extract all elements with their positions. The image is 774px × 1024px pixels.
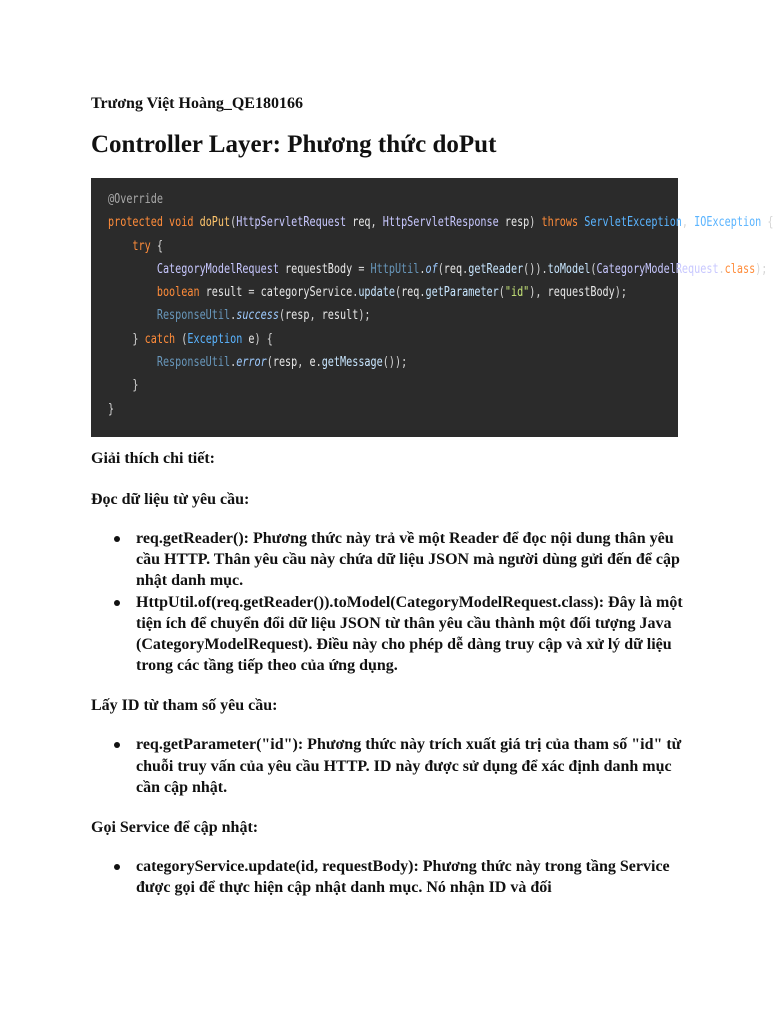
code-token: e [242, 331, 255, 347]
code-token: ( [437, 261, 444, 277]
code-token: { [150, 238, 163, 254]
code-token: toModel [547, 261, 591, 277]
code-token: , [370, 215, 383, 231]
code-line-6 [108, 304, 553, 327]
code-token: getMessage [321, 355, 383, 371]
code-token: . [230, 308, 237, 324]
code-token: HttpServletResponse [382, 215, 499, 231]
code-token: ( [394, 285, 402, 301]
code-line-10 [108, 398, 553, 421]
code-token: ( [498, 285, 505, 301]
code-token: . [315, 355, 322, 371]
list-item-text: HttpUtil.of(req.getReader()).toModel(CategoryModelRequest.class): Đây là một tiện ích để chuyển đổi dữ liệu JSON từ thân yêu cầu thành một đối tượng Java (CategoryModelRequest). Điều này cho phép dễ dàng truy cập và xử lý dữ liệu trong các tầng tiếp theo của ứng dụng. [136, 593, 683, 675]
bullet-list-service [91, 856, 691, 898]
code-token: { [761, 215, 774, 231]
code-token: CategoryModelRequest [156, 261, 279, 277]
code-token: . [352, 285, 359, 301]
code-token: void [169, 215, 194, 231]
list-item [136, 528, 691, 592]
code-token: HttpServletRequest [236, 215, 347, 231]
code-token: , [309, 308, 322, 324]
list-item-text: req.getReader(): Phương thức này trả về một Reader để đọc nội dung thân yêu cầu HTTP. Thân yêu cầu này chứa dữ liệu JSON mà người dùng gửi đến để cập nhật danh mục. [136, 530, 680, 590]
code-token: ( [266, 355, 273, 371]
list-item [136, 856, 691, 898]
code-token: HttpUtil [370, 261, 420, 277]
code-token: success [236, 308, 279, 324]
code-token: ( [590, 261, 597, 277]
bullet-list-read [91, 528, 691, 676]
section-heading-service: Gọi Service để cập nhật: [91, 819, 259, 837]
code-screenshot [91, 178, 774, 437]
bullet-icon [114, 600, 120, 606]
code-token: ResponseUtil [156, 355, 231, 371]
bullet-icon [114, 536, 120, 542]
code-token: ) { [254, 331, 273, 347]
list-item-text: categoryService.update(id, requestBody): Phương thức này trong tầng Service được gọi để thực hiện cập nhật danh mục. Nó nhận ID và đối [136, 858, 670, 897]
code-token: ), [529, 285, 548, 301]
code-token: resp [504, 215, 530, 231]
code-token: , [681, 215, 695, 231]
code-token: update [358, 285, 395, 301]
code-token: ); [755, 261, 768, 277]
code-token: catch [144, 331, 176, 347]
code-token: ); [358, 308, 371, 324]
code-token: result [205, 285, 243, 301]
code-token: requestBody [285, 261, 353, 277]
code-token: , [297, 355, 310, 371]
list-item [136, 734, 691, 798]
code-token: req [443, 261, 463, 277]
code-token: ( [230, 215, 237, 231]
code-token: req [352, 215, 371, 231]
code-token: ); [614, 285, 627, 301]
code-line-3 [108, 235, 553, 258]
code-line-9 [108, 374, 553, 397]
code-token: throws [541, 215, 579, 231]
code-token: result [321, 308, 359, 324]
code-token: = [242, 285, 261, 301]
list-item-text: req.getParameter("id"): Phương thức này trích xuất giá trị của tham số "id" từ chuỗi truy vấn của yêu cầu HTTP. ID này được sử dụng để xác định danh mục cần cập nhật. [136, 736, 682, 796]
code-token: error [236, 355, 267, 371]
code-token: ( [278, 308, 286, 324]
section-heading-read: Đọc dữ liệu từ yêu cầu: [91, 491, 250, 508]
code-token: resp [272, 355, 298, 371]
code-line-4 [108, 258, 768, 281]
section-heading-id: Lấy ID từ tham số yêu cầu: [91, 697, 278, 715]
code-token: doPut [199, 215, 231, 231]
code-token: e [309, 355, 316, 371]
document-page [91, 90, 774, 898]
bullet-icon [114, 742, 120, 748]
code-token: } [108, 401, 115, 417]
code-line-5 [108, 281, 627, 304]
code-token: getReader [468, 261, 524, 277]
bullet-icon [114, 864, 120, 870]
code-token: categoryService [260, 285, 353, 301]
code-line-7 [108, 328, 553, 351]
list-item [136, 592, 691, 677]
code-token: IOException [694, 215, 762, 231]
code-token: ResponseUtil [156, 308, 231, 324]
code-token: CategoryModelRequest [596, 261, 719, 277]
code-token: } [132, 378, 139, 394]
code-token: "id" [504, 285, 530, 301]
code-token: getParameter [425, 285, 499, 301]
code-token: try [132, 238, 151, 254]
code-token: ()). [523, 261, 548, 277]
code-token: req [401, 285, 420, 301]
code-token: protected [108, 215, 163, 231]
code-token: . [718, 261, 725, 277]
code-token: Exception [187, 331, 243, 347]
code-annotation: @Override [108, 192, 163, 207]
code-line-1 [108, 188, 553, 211]
code-line-8 [108, 351, 553, 374]
code-token: . [419, 261, 426, 277]
code-token: . [419, 285, 426, 301]
code-token: ( [175, 331, 188, 347]
code-token: of [425, 261, 438, 277]
bullet-list-id [91, 734, 691, 798]
code-token: ServletException [584, 215, 682, 231]
code-token: . [462, 261, 469, 277]
code-token: . [230, 355, 237, 371]
explain-heading: Giải thích chi tiết: [91, 450, 215, 467]
author-name: Trương Việt Hoàng_QE180166 [91, 95, 303, 112]
code-token: requestBody [547, 285, 615, 301]
code-token: } [132, 331, 145, 347]
code-line-2 [108, 211, 774, 234]
code-token: class [724, 261, 756, 277]
code-token: ) [529, 215, 542, 231]
page-title: Controller Layer: Phương thức doPut [91, 131, 497, 158]
code-token: resp [285, 308, 310, 324]
code-token: ()); [382, 355, 408, 371]
code-token: = [352, 261, 371, 277]
code-token: boolean [156, 285, 200, 301]
